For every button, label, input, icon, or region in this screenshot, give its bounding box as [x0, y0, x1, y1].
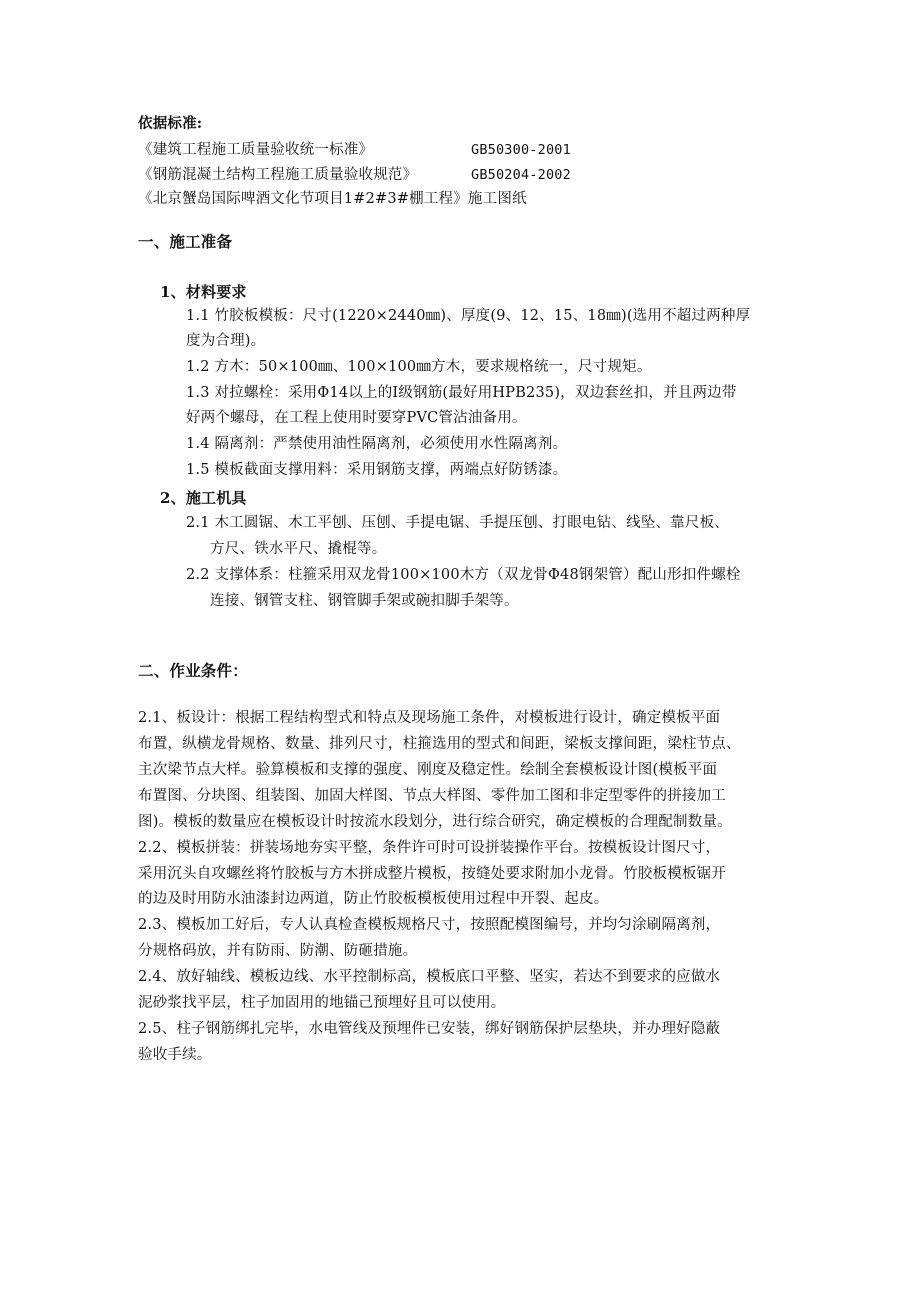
conditions-line: 分规格码放，并有防雨、防潮、防砸措施。	[138, 943, 418, 959]
conditions-line: 主次梁节点大样。验算模板和支撑的强度、刚度及稳定性。绘制全套模板设计图(模板平面	[138, 762, 718, 778]
conditions-line: 2.1、板设计：根据工程结构型式和特点及现场施工条件，对模板进行设计，确定模板平面	[138, 710, 721, 726]
tools-line: 2.2 支撑体系：柱箍采用双龙骨100×100木方（双龙骨Φ48钢架管）配山形扣件螺栓	[186, 567, 741, 583]
materials-line: 度为合理)。	[186, 333, 266, 349]
conditions-line: 验收手续。	[138, 1047, 212, 1063]
materials-line: 1.5 模板截面支撑用料：采用钢筋支撑，两端点好防锈漆。	[186, 462, 568, 478]
tools-line: 连接、钢管支柱、钢管脚手架或碗扣脚手架等。	[210, 593, 519, 609]
basis-heading: 依据标准:	[138, 115, 203, 132]
tools-line: 方尺、铁水平尺、撬棍等。	[210, 541, 387, 557]
conditions-line: 2.4、放好轴线、模板边线、水平控制标高，模板底口平整、坚实，若达不到要求的应做水	[138, 969, 721, 985]
conditions-line: 图)。模板的数量应在模板设计时按流水段划分，进行综合研究，确定模板的合理配制数量。	[138, 814, 732, 830]
materials-line: 1.2 方木：50×100㎜、100×100㎜方木，要求规格统一，尺寸规矩。	[186, 359, 652, 375]
section1-title: 一、施工准备	[138, 232, 233, 251]
standard-name-1: 《建筑工程施工质量验收统一标准》	[138, 142, 374, 158]
conditions-line: 泥砂浆找平层，柱子加固用的地锚己预埋好且可以使用。	[138, 995, 506, 1011]
tools-title: 2、施工机具	[160, 489, 247, 507]
conditions-line: 布置，纵横龙骨规格、数量、排列尺寸，柱箍选用的型式和间距，梁板支撑间距，梁柱节点、	[138, 736, 741, 752]
materials-line: 好两个螺母，在工程上使用时要穿PVC管沾油备用。	[186, 410, 527, 426]
materials-line: 1.4 隔离剂：严禁使用油性隔离剂，必须使用水性隔离剂。	[186, 436, 568, 452]
section2-title: 二、作业条件：	[138, 661, 248, 680]
materials-line: 1.3 对拉螺栓：采用Φ14以上的Ⅰ级钢筋(最好用HPB235)，双边套丝扣，并且两边带	[186, 385, 737, 401]
conditions-line: 2.2、模板拼装：拼装场地夯实平整，条件许可时可设拼装操作平台。按模板设计图尺寸，	[138, 840, 721, 856]
conditions-line: 2.3、模板加工好后，专人认真检查模板规格尺寸，按照配模图编号，并均匀涂刷隔离剂，	[138, 917, 721, 933]
conditions-line: 的边及时用防水油漆封边两道，防止竹胶板模板使用过程中开裂、起皮。	[138, 891, 609, 907]
conditions-line: 2.5、柱子钢筋绑扎完毕，水电管线及预埋件已安装，绑好钢筋保护层垫块，并办理好隐蔽	[138, 1021, 721, 1037]
conditions-line: 采用沉头自攻螺丝将竹胶板与方木拼成整片模板，按缝处要求附加小龙骨。竹胶板模板锯开	[138, 866, 726, 882]
materials-line: 1.1 竹胶板模板：尺寸(1220×2440㎜)、厚度(9、12、15、18㎜)(选用不超过两种厚	[186, 308, 751, 324]
conditions-line: 布置图、分块图、组装图、加固大样图、节点大样图、零件加工图和非定型零件的拼接加工	[138, 788, 726, 804]
standard-code-2: GB50204-2002	[471, 167, 571, 183]
tools-line: 2.1 木工圆锯、木工平刨、压刨、手提电锯、手提压刨、打眼电钻、线坠、靠尺板、	[186, 515, 729, 531]
materials-title: 1、材料要求	[160, 283, 247, 301]
standard-name-2: 《钢筋混凝土结构工程施工质量验收规范》	[138, 167, 418, 183]
standard-code-1: GB50300-2001	[471, 142, 571, 158]
drawing-reference: 《北京蟹岛国际啤酒文化节项目1#2#3#棚工程》施工图纸	[138, 191, 527, 207]
